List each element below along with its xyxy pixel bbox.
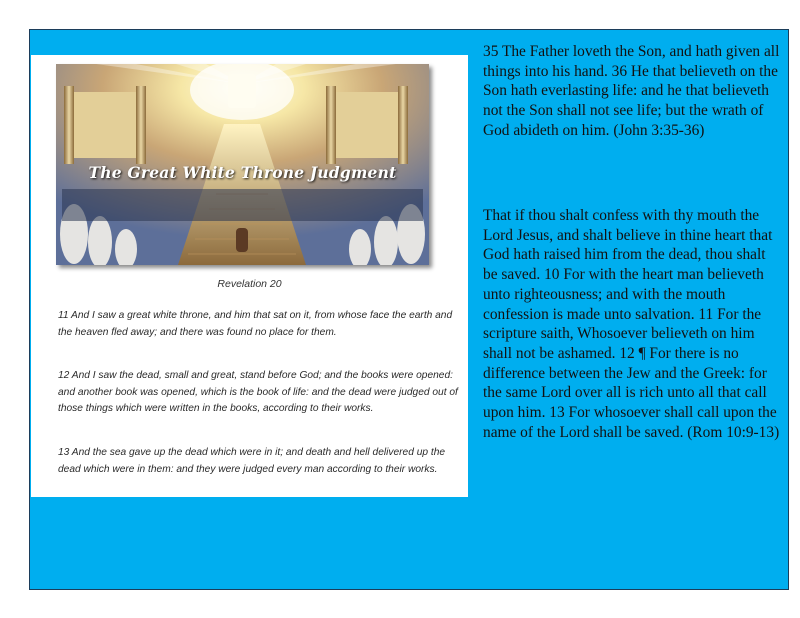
verse-paragraph: 12 And I saw the dead, small and great, stand before God; and the books were opened: and another book was opened, which is the book of life: and the dead were judged out of those things which were written in the books, according to their works. <box>58 370 458 414</box>
banner-title: The Great White Throne Judgment <box>88 163 397 182</box>
john-passage: 35 The Father loveth the Son, and hath given all things into his hand. 36 He that believeth on the Son hath everlasting life: and he that believeth not the Son shall not see life; but the wrath of God abideth on him. (John 3:35-36) <box>483 43 780 139</box>
right-scroll <box>326 86 408 164</box>
left-scroll <box>64 86 146 164</box>
passage-heading: Revelation 20 <box>217 278 282 290</box>
verse-paragraph: 11 And I saw a great white throne, and him that sat on it, from whose face the earth and the heaven fled away; and there was found no place for them. <box>58 310 453 338</box>
banner-image <box>56 64 429 265</box>
verse-paragraph: 13 And the sea gave up the dead which were in it; and death and hell delivered up the dead which were in them: and they were judged every man according to their works. <box>58 447 446 475</box>
scripture-card <box>31 55 468 497</box>
romans-passage: That if thou shalt confess with thy mouth the Lord Jesus, and shalt believe in thine heart that God hath raised him from the dead, thou shalt be saved. 10 For with the heart man believeth unto righteousness; and with the mouth confession is made unto salvation. 11 For the scripture saith, Whosoever believeth on him shall not be ashamed. 12 ¶ For there is no difference between the Jew and the Greek: for the same Lord over all is rich unto all that call upon him. 13 For whosoever shall call upon the name of the Lord shall be saved. (Rom 10:9-13) <box>483 207 780 441</box>
